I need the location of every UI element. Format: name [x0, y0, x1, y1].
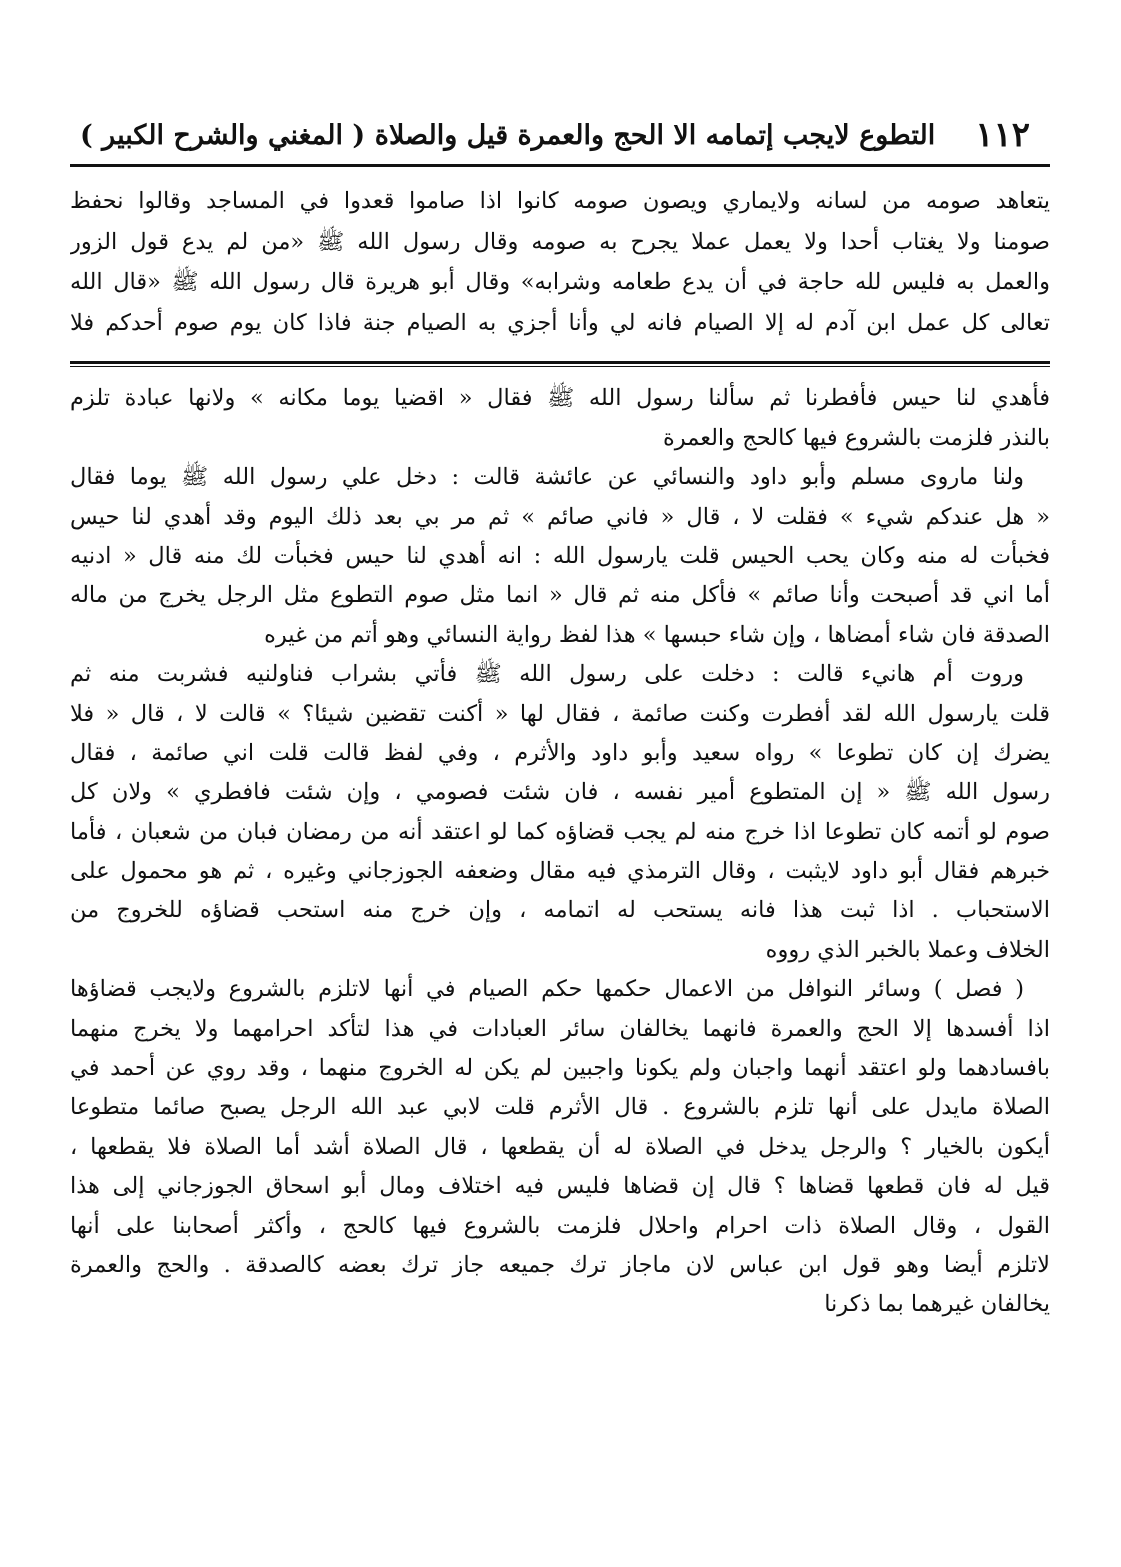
text-line: يخالفان غيرهما بما ذكرنا	[824, 1291, 1050, 1318]
document-page	[70, 110, 1050, 1325]
text-line: أيكون بالخيار ؟ والرجل يدخل في الصلاة له أن يقطعها ، قال الصلاة أشد أما الصلاة فلا يقطعها ،	[70, 1133, 1050, 1160]
text-line: يتعاهد صومه من لسانه ولايماري ويصون صومه كانوا اذا صاموا قعدوا في المساجد وقالوا نحفظ	[70, 188, 1050, 214]
commentary-text-block	[70, 379, 1050, 1324]
page-number: ١١٢	[975, 115, 1030, 155]
text-line: ( فصل ) وسائر النوافل من الاعمال حكمها حكم الصيام في أنها لاتلزم بالشروع ولايجب قضاؤها	[70, 976, 1024, 1003]
text-line: الخلاف وعملا بالخبر الذي رووه	[765, 936, 1050, 963]
text-line: فأهدي لنا حيس فأفطرنا ثم سألنا رسول الله ﷺ فقال « اقضيا يوما مكانه » ولانها عبادة تلزم	[70, 385, 1050, 412]
header-book-title: ( المغني والشرح الكبير )	[80, 119, 366, 151]
text-line: رسول الله ﷺ « إن المتطوع أمير نفسه ، فان شئت فصومي ، وإن شئت فافطري » ولان كل	[70, 779, 1050, 806]
text-line: يضرك إن كان تطوعا » رواه سعيد وأبو داود والأثرم ، وفي لفظ قالت قلت اني صائمة ، فقال	[70, 739, 1050, 766]
text-line: وروت أم هانيء قالت : دخلت على رسول الله ﷺ فأتي بشراب فناولنيه فشربت منه ثم	[70, 661, 1024, 688]
header-title: التطوع لايجب إتمامه الا الحج والعمرة قيل والصلاة	[374, 119, 936, 151]
text-line: لاتلزم أيضا وهو قول ابن عباس لان ماجاز ترك جميعه جاز ترك بعضه كالصدقة . والحج والعمرة	[70, 1251, 1050, 1278]
text-line: بافسادهما ولو اعتقد أنهما واجبان ولم يكونا واجبين لم يكن له الخروج منهما ، وقد روي عن أحمد في	[70, 1055, 1050, 1082]
section-divider	[70, 361, 1050, 367]
text-line: القول ، وقال الصلاة ذات احرام واحلال فلزمت بالشروع فيها كالحج ، وأكثر أصحابنا على أنها	[70, 1212, 1050, 1239]
running-header	[70, 110, 1050, 167]
text-line: خبرهم فقال أبو داود لايثبت ، وقال الترمذي فيه مقال وضعفه الجوزجاني وغيره ، ثم هو محمول على	[70, 858, 1050, 885]
text-line: تعالى كل عمل ابن آدم له إلا الصيام فانه لي وأنا أجزي به الصيام جنة فاذا كان يوم صوم أحدكم فلا	[70, 309, 1050, 336]
text-line: أما اني قد أصبحت وأنا صائم » فأكل منه ثم قال « انما مثل صوم التطوع مثل الرجل يخرج من ماله	[70, 582, 1050, 609]
text-line: ولنا ماروى مسلم وأبو داود والنسائي عن عائشة قالت : دخل علي رسول الله ﷺ يوما فقال	[70, 464, 1024, 491]
text-line: الاستحباب . اذا ثبت هذا فانه يستحب له اتمامه ، وإن خرج منه استحب قضاؤه للخروج من	[70, 897, 1050, 924]
text-line: فخبأت له منه وكان يحب الحيس قلت يارسول الله : انه أهدي لنا حيس فخبأت لك منه قال « ادنيه	[70, 542, 1050, 569]
main-text-block	[70, 181, 1050, 343]
text-line: الصلاة مايدل على أنها تلزم بالشروع . قال الأثرم قلت لابي عبد الله الرجل يصبح صائما متطوعا	[70, 1094, 1050, 1121]
text-line: والعمل به فليس لله حاجة في أن يدع طعامه وشرابه» وقال أبو هريرة قال رسول الله ﷺ «قال الله	[70, 269, 1050, 296]
text-line: صومنا ولا يغتاب أحدا ولا يعمل عملا يجرح به صومه وقال رسول الله ﷺ «من لم يدع قول الزور	[70, 228, 1050, 255]
text-line: بالنذر فلزمت بالشروع فيها كالحج والعمرة	[663, 424, 1050, 451]
text-line: صوم لو أتمه كان تطوعا اذا خرج منه لم يجب قضاؤه كما لو اعتقد أنه من رمضان فبان من شعبان ، فأما	[70, 818, 1050, 845]
text-line: قلت يارسول الله لقد أفطرت وكنت صائمة ، فقال لها « أكنت تقضين شيئا؟ » قالت لا ، قال « فلا	[70, 700, 1050, 727]
text-line: الصدقة فان شاء أمضاها ، وإن شاء حبسها » هذا لفظ رواية النسائي وهو أتم من غيره	[264, 621, 1050, 648]
text-line: « هل عندكم شيء » فقلت لا ، قال « فاني صائم » ثم مر بي بعد ذلك اليوم وقد أهدي لنا حيس	[70, 503, 1050, 530]
text-line: قيل له فان قطعها قضاها ؟ قال إن قضاها فليس فيه اختلاف ومال أبو اسحاق الجوزجاني إلى هذا	[70, 1173, 1050, 1200]
text-line: اذا أفسدها إلا الحج والعمرة فانهما يخالفان سائر العبادات في هذا لتأكد احرامهما ولا يخرج منهما	[70, 1015, 1050, 1042]
